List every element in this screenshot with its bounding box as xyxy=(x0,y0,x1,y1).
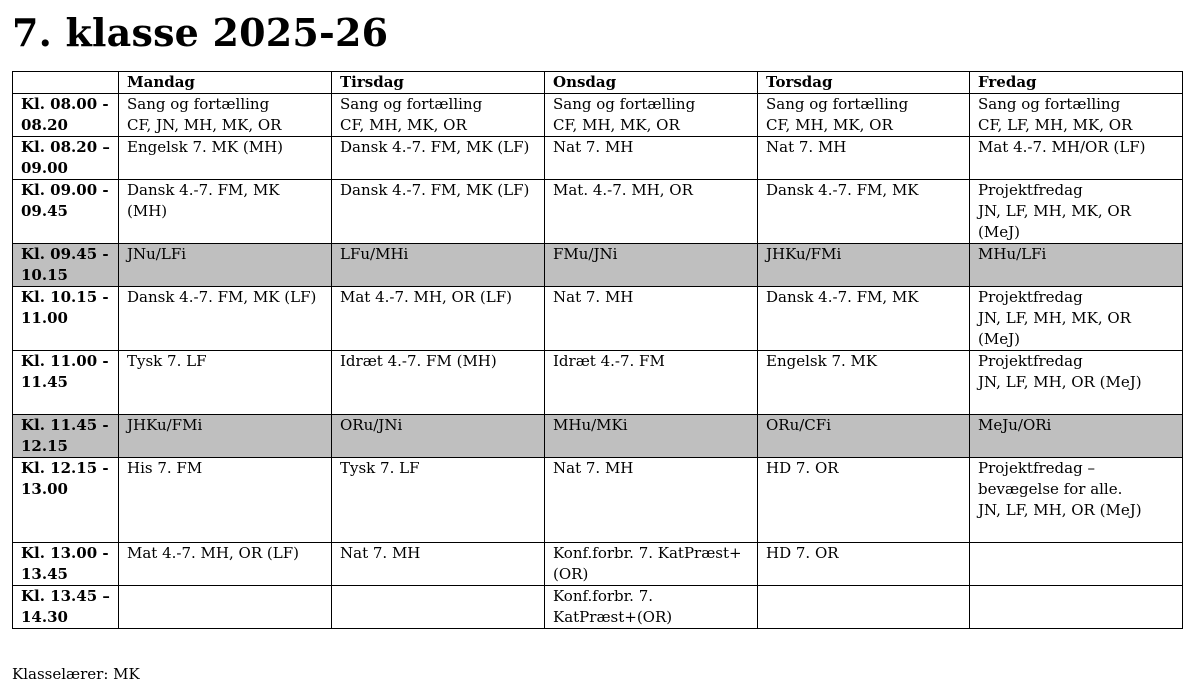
corner-cell xyxy=(13,72,119,94)
day-header-friday: Fredag xyxy=(970,72,1183,94)
day-header-monday: Mandag xyxy=(119,72,332,94)
lesson-cell: His 7. FM xyxy=(119,458,332,543)
time-slot: Kl. 08.00 - 08.20 xyxy=(13,94,119,137)
lesson-cell: Mat. 4.-7. MH, OR xyxy=(545,180,758,244)
lesson-cell: HD 7. OR xyxy=(758,543,970,586)
lesson-cell: Engelsk 7. MK xyxy=(758,351,970,415)
lesson-cell: Nat 7. MH xyxy=(332,543,545,586)
lesson-cell: Mat 4.-7. MH, OR (LF) xyxy=(119,543,332,586)
time-slot: Kl. 11.45 - 12.15 xyxy=(13,415,119,458)
lesson-cell: Projektfredag – bevægelse for alle. JN, LF, MH, OR (MeJ) xyxy=(970,458,1183,543)
day-header-wednesday: Onsdag xyxy=(545,72,758,94)
lesson-cell: Mat 4.-7. MH/OR (LF) xyxy=(970,137,1183,180)
lesson-cell: Dansk 4.-7. FM, MK xyxy=(758,287,970,351)
table-row xyxy=(13,180,1183,244)
lesson-cell xyxy=(758,586,970,629)
break-cell: JHKu/FMi xyxy=(119,415,332,458)
lesson-cell: Dansk 4.-7. FM, MK (MH) xyxy=(119,180,332,244)
lesson-cell: Konf.forbr. 7. KatPræst+(OR) xyxy=(545,586,758,629)
lesson-cell xyxy=(332,586,545,629)
header-row xyxy=(13,72,1183,94)
lesson-cell: Idræt 4.-7. FM xyxy=(545,351,758,415)
table-row xyxy=(13,287,1183,351)
lesson-cell: Dansk 4.-7. FM, MK xyxy=(758,180,970,244)
day-header-tuesday: Tirsdag xyxy=(332,72,545,94)
break-cell: MHu/LFi xyxy=(970,244,1183,287)
break-cell: ORu/JNi xyxy=(332,415,545,458)
table-row xyxy=(13,458,1183,543)
time-slot: Kl. 09.45 - 10.15 xyxy=(13,244,119,287)
break-cell: FMu/JNi xyxy=(545,244,758,287)
lesson-cell: HD 7. OR xyxy=(758,458,970,543)
lesson-cell: Sang og fortælling CF, MH, MK, OR xyxy=(332,94,545,137)
lesson-cell: Sang og fortælling CF, MH, MK, OR xyxy=(758,94,970,137)
table-row xyxy=(13,94,1183,137)
time-slot: Kl. 08.20 – 09.00 xyxy=(13,137,119,180)
time-slot: Kl. 13.00 - 13.45 xyxy=(13,543,119,586)
lesson-cell: Nat 7. MH xyxy=(545,458,758,543)
break-cell: JHKu/FMi xyxy=(758,244,970,287)
time-slot: Kl. 13.45 – 14.30 xyxy=(13,586,119,629)
lesson-cell: Dansk 4.-7. FM, MK (LF) xyxy=(332,137,545,180)
schedule-table xyxy=(12,71,1183,629)
lesson-cell: Idræt 4.-7. FM (MH) xyxy=(332,351,545,415)
lesson-cell xyxy=(970,586,1183,629)
lesson-cell: Sang og fortælling CF, MH, MK, OR xyxy=(545,94,758,137)
lesson-cell: Projektfredag JN, LF, MH, MK, OR (MeJ) xyxy=(970,287,1183,351)
lesson-cell: Nat 7. MH xyxy=(545,137,758,180)
page-title: 7. klasse 2025-26 xyxy=(12,10,389,55)
day-header-thursday: Torsdag xyxy=(758,72,970,94)
lesson-cell: Sang og fortælling CF, LF, MH, MK, OR xyxy=(970,94,1183,137)
time-slot: Kl. 10.15 - 11.00 xyxy=(13,287,119,351)
lesson-cell: Projektfredag JN, LF, MH, OR (MeJ) xyxy=(970,351,1183,415)
time-slot: Kl. 09.00 - 09.45 xyxy=(13,180,119,244)
table-row xyxy=(13,586,1183,629)
break-cell: MHu/MKi xyxy=(545,415,758,458)
lesson-cell: Tysk 7. LF xyxy=(332,458,545,543)
lesson-cell: Projektfredag JN, LF, MH, MK, OR (MeJ) xyxy=(970,180,1183,244)
break-cell: MeJu/ORi xyxy=(970,415,1183,458)
time-slot: Kl. 12.15 - 13.00 xyxy=(13,458,119,543)
lesson-cell: Dansk 4.-7. FM, MK (LF) xyxy=(119,287,332,351)
lesson-cell: Nat 7. MH xyxy=(545,287,758,351)
lesson-cell: Nat 7. MH xyxy=(758,137,970,180)
lesson-cell: Mat 4.-7. MH, OR (LF) xyxy=(332,287,545,351)
lesson-cell xyxy=(119,586,332,629)
lesson-cell: Konf.forbr. 7. KatPræst+ (OR) xyxy=(545,543,758,586)
table-row xyxy=(13,137,1183,180)
break-row xyxy=(13,415,1183,458)
break-cell: LFu/MHi xyxy=(332,244,545,287)
time-slot: Kl. 11.00 - 11.45 xyxy=(13,351,119,415)
lesson-cell: Sang og fortælling CF, JN, MH, MK, OR xyxy=(119,94,332,137)
table-row xyxy=(13,351,1183,415)
break-cell: JNu/LFi xyxy=(119,244,332,287)
break-row xyxy=(13,244,1183,287)
break-cell: ORu/CFi xyxy=(758,415,970,458)
lesson-cell: Tysk 7. LF xyxy=(119,351,332,415)
lesson-cell: Dansk 4.-7. FM, MK (LF) xyxy=(332,180,545,244)
class-teacher-note: Klasselærer: MK xyxy=(12,665,140,683)
lesson-cell: Engelsk 7. MK (MH) xyxy=(119,137,332,180)
table-row xyxy=(13,543,1183,586)
lesson-cell xyxy=(970,543,1183,586)
